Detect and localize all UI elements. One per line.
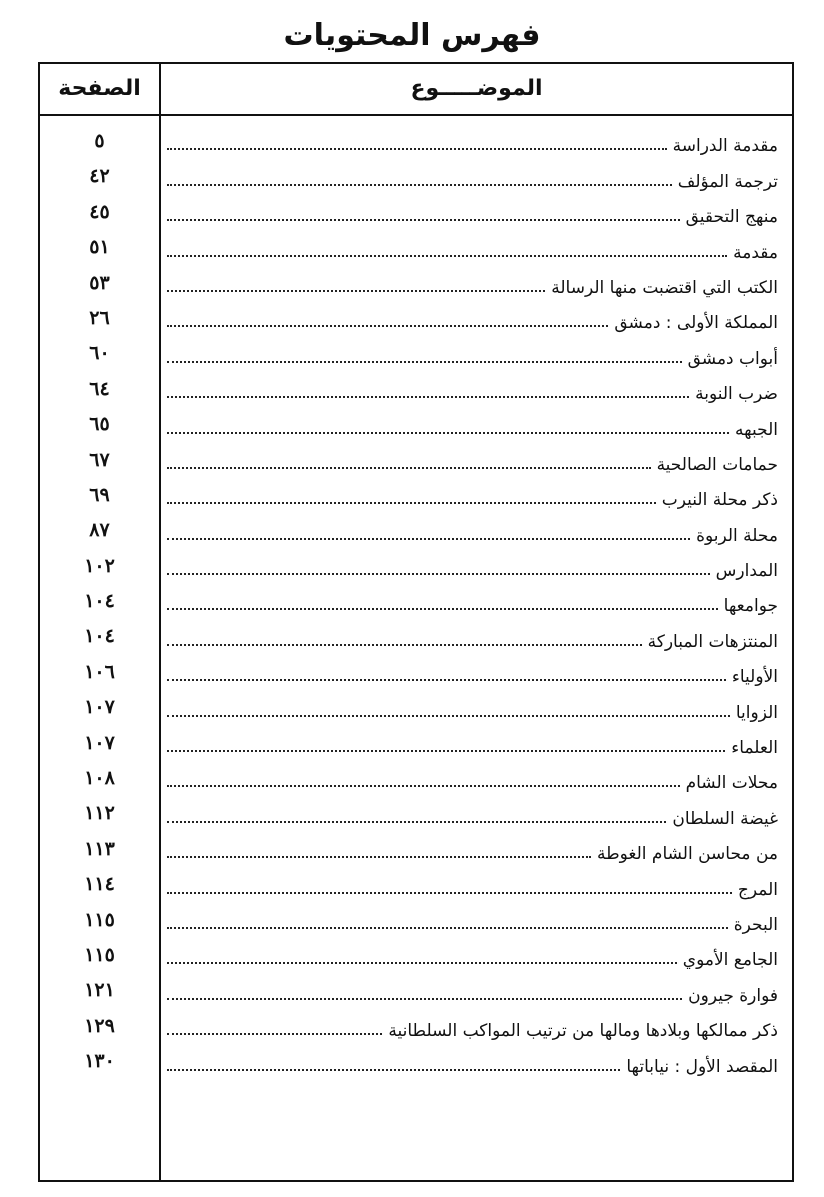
dot-leader [167,467,651,469]
toc-entry [167,161,778,196]
page-number: ١٠٨ [84,767,115,790]
entry-title: ترجمة المؤلف [677,171,778,192]
topic-column-header: الموضـــــوع [410,76,543,101]
page-number: ١٠٤ [84,625,115,648]
dot-leader [167,821,666,823]
toc-entry [167,480,778,515]
page-number: ١٠٦ [84,660,115,683]
toc-entry [167,268,778,303]
toc-row [40,409,792,444]
dot-leader [167,1033,382,1035]
dot-leader [167,290,545,292]
page-number: ١٠٧ [84,696,115,719]
dot-leader [167,432,729,434]
toc-entry [167,197,778,232]
entry-title: الجامع الأموي [682,950,778,971]
entry-title: الجبهه [735,419,778,440]
dot-leader [167,715,730,717]
toc-row [40,586,792,621]
toc-entry [167,232,778,267]
page-number: ٦٤ [89,377,110,400]
entry-title: محلة الربوة [696,525,778,546]
page-number: ١١٤ [84,873,115,896]
dot-leader [167,325,608,327]
toc-entry [167,905,778,940]
toc-row [40,338,792,373]
dot-leader [167,1069,620,1071]
toc-row [40,480,792,515]
dot-leader [167,396,689,398]
entry-title: الأولياء [731,667,778,688]
entry-title: فوارة جيرون [688,985,778,1006]
page-number: ٢٦ [89,306,110,329]
page-number: ٦٩ [89,483,110,506]
entry-title: من محاسن الشام الغوطة [596,844,778,865]
toc-row [40,621,792,656]
toc-entry [167,798,778,833]
entry-title: أبواب دمشق [687,348,778,369]
toc-row [40,268,792,303]
dot-leader [167,679,726,681]
dot-leader [167,856,591,858]
toc-row [40,905,792,940]
toc-entry [167,1011,778,1046]
dot-leader [167,644,642,646]
entry-title: جوامعها [723,596,778,617]
toc-row [40,940,792,975]
page-number: ٤٥ [89,200,110,223]
toc-row [40,515,792,550]
toc-row [40,1011,792,1046]
toc-row [40,1046,792,1081]
toc-row [40,374,792,409]
entry-title: منهج التحقيق [685,207,778,228]
page-number: ٤٢ [89,165,110,188]
toc-row [40,975,792,1010]
dot-leader [167,892,732,894]
toc-table [38,62,794,1182]
toc-entry [167,303,778,338]
page-number: ١٠٢ [84,554,115,577]
dot-leader [167,502,656,504]
entry-title: ضرب النوبة [695,384,778,405]
entry-title: غيضة السلطان [672,808,778,829]
toc-entry [167,657,778,692]
dot-leader [167,998,682,1000]
page-column-header: الصفحة [58,76,141,101]
page-number: ١١٥ [84,943,115,966]
entry-title: مقدمة [733,242,778,263]
page-number: ١١٥ [84,908,115,931]
header-divider [40,114,792,116]
page-number: ١٠٤ [84,590,115,613]
toc-entry [167,728,778,763]
entry-title: محلات الشام [685,773,778,794]
toc-entry [167,834,778,869]
toc-row [40,161,792,196]
page-number: ٥١ [89,236,110,259]
dot-leader [167,255,727,257]
page-number: ٦٥ [89,413,110,436]
toc-row [40,657,792,692]
page-number: ١٠٧ [84,731,115,754]
toc-row [40,728,792,763]
entry-title: ذكر ممالكها وبلادها ومالها من ترتيب المواكب السلطانية [388,1021,778,1042]
page-number: ٦٠ [89,342,110,365]
toc-entry [167,409,778,444]
entry-title: المملكة الأولى : دمشق [614,313,778,334]
toc-row [40,834,792,869]
dot-leader [167,573,710,575]
toc-entry [167,975,778,1010]
entry-title: المنتزهات المباركة [647,631,778,652]
entry-title: ذكر محلة النيرب [661,490,778,511]
toc-row [40,197,792,232]
entry-title: حمامات الصالحية [656,454,778,475]
toc-entry [167,869,778,904]
toc-entry [167,338,778,373]
dot-leader [167,962,677,964]
entry-title: الكتب التي اقتضبت منها الرسالة [551,277,778,298]
toc-row [40,551,792,586]
dot-leader [167,785,680,787]
page-number: ٥ [94,130,105,152]
toc-row [40,692,792,727]
toc-entry [167,586,778,621]
dot-leader [167,608,718,610]
dot-leader [167,148,667,150]
dot-leader [167,184,672,186]
toc-row [40,126,792,161]
page-number: ٨٧ [89,519,110,542]
dot-leader [167,750,725,752]
toc-entry [167,445,778,480]
toc-entry [167,515,778,550]
page-number: ٥٣ [89,271,110,294]
toc-row [40,869,792,904]
entry-title: مقدمة الدراسة [672,136,778,157]
toc-row [40,303,792,338]
dot-leader [167,361,682,363]
toc-entry [167,940,778,975]
toc-row [40,445,792,480]
dot-leader [167,538,690,540]
page-number: ١١٢ [84,802,115,825]
entry-title: المقصد الأول : نياباتها [626,1056,778,1077]
toc-entry [167,374,778,409]
toc-row [40,232,792,267]
toc-entry [167,1046,778,1081]
entry-title: المرج [737,879,778,900]
toc-entry [167,551,778,586]
toc-entry [167,763,778,798]
page-number: ١٢١ [84,979,115,1002]
entry-title: الزوايا [735,702,778,723]
toc-row [40,798,792,833]
entry-title: العلماء [731,738,778,759]
toc-entry [167,621,778,656]
page-number: ١٣٠ [84,1050,115,1073]
toc-entry [167,692,778,727]
toc-row [40,763,792,798]
page-number: ١١٣ [84,837,115,860]
dot-leader [167,927,728,929]
toc-rows [40,126,792,1082]
page-number: ١٢٩ [84,1014,115,1037]
toc-entry [167,126,778,161]
dot-leader [167,219,680,221]
page-title: فهرس المحتويات [283,18,541,53]
page-number: ٦٧ [89,448,110,471]
entry-title: المدارس [715,561,778,582]
entry-title: البحرة [733,914,778,935]
